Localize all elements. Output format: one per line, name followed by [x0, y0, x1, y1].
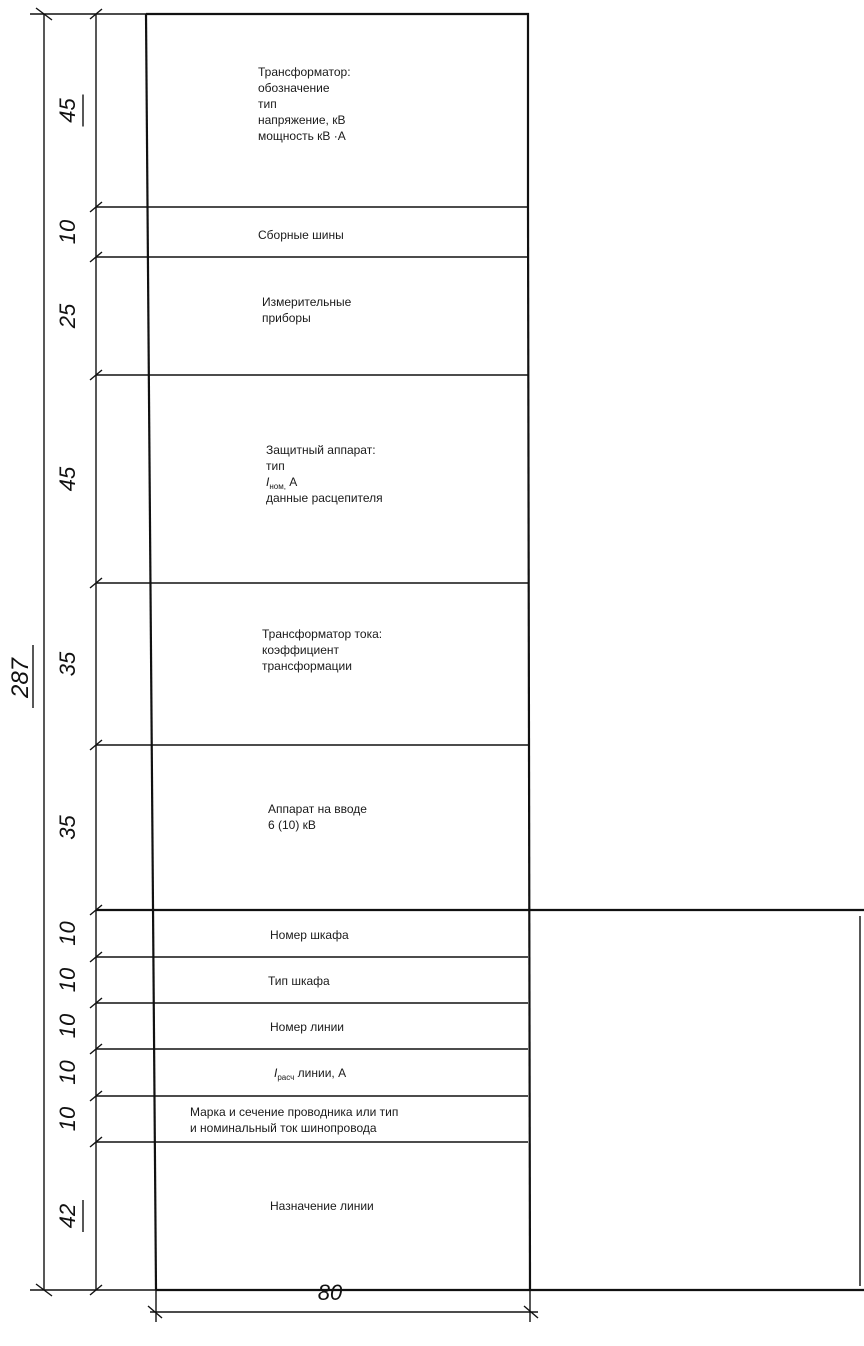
row-dimension-label: 10 [55, 1013, 80, 1039]
row-caption: Сборные шины [258, 228, 344, 242]
row-dimension-label: 35 [55, 651, 80, 677]
row-caption: Аппарат на вводе 6 (10) кВ [268, 802, 367, 832]
row-dimension-label: 10 [55, 1060, 80, 1085]
row-dimension-label: 10 [55, 219, 80, 245]
row-line-purpose [55, 1137, 374, 1232]
width-dimension [148, 1280, 538, 1322]
form-frame [96, 14, 864, 1290]
form-rows [55, 9, 528, 1295]
total-dimension [7, 8, 160, 1296]
row-dimension-label: 25 [55, 303, 80, 329]
row-calculated-current [55, 1044, 528, 1096]
row-caption: Защитный аппарат: тип $I_{ном,}$ А данные расцепителя [266, 443, 383, 505]
row-conductor-grade [55, 1091, 528, 1142]
row-cabinet-number [55, 905, 528, 957]
row-dimension-label: 35 [55, 815, 80, 840]
row-input-device [55, 740, 367, 840]
row-caption: Номер линии [270, 1020, 345, 1034]
row-dimension-label: 10 [55, 921, 80, 946]
row-cabinet-type [55, 952, 528, 1003]
row-caption: Тип шкафа [268, 974, 330, 988]
row-transformer [55, 9, 528, 207]
row-caption: $I_{расч}$ линии, А [274, 1066, 347, 1082]
row-busbars [55, 202, 528, 257]
row-dimension-label: 45 [55, 98, 80, 123]
width-label: 80 [317, 1280, 343, 1305]
row-caption: Трансформатор тока: коэффициент трансформации [262, 627, 383, 673]
row-caption: Измерительные приборы [262, 295, 352, 325]
row-current-transformer [55, 578, 528, 745]
row-protective-device [55, 370, 528, 583]
row-dimension-label: 10 [55, 1106, 80, 1132]
row-caption: Марка и сечение проводника или тип и номинальный ток шинопровода [190, 1105, 399, 1135]
row-dimension-label: 45 [55, 466, 80, 492]
row-caption: Номер шкафа [270, 928, 349, 942]
row-dimension-label: 42 [55, 1203, 80, 1229]
row-caption: Назначение линии [270, 1199, 374, 1213]
row-line-number [55, 998, 528, 1049]
row-caption: Трансформатор: обозначение тип напряжение, кВ мощность кВ ·А [258, 65, 351, 143]
row-dimension-label: 10 [55, 967, 80, 993]
row-meters [55, 252, 528, 375]
total-height-label: 287 [7, 657, 34, 699]
